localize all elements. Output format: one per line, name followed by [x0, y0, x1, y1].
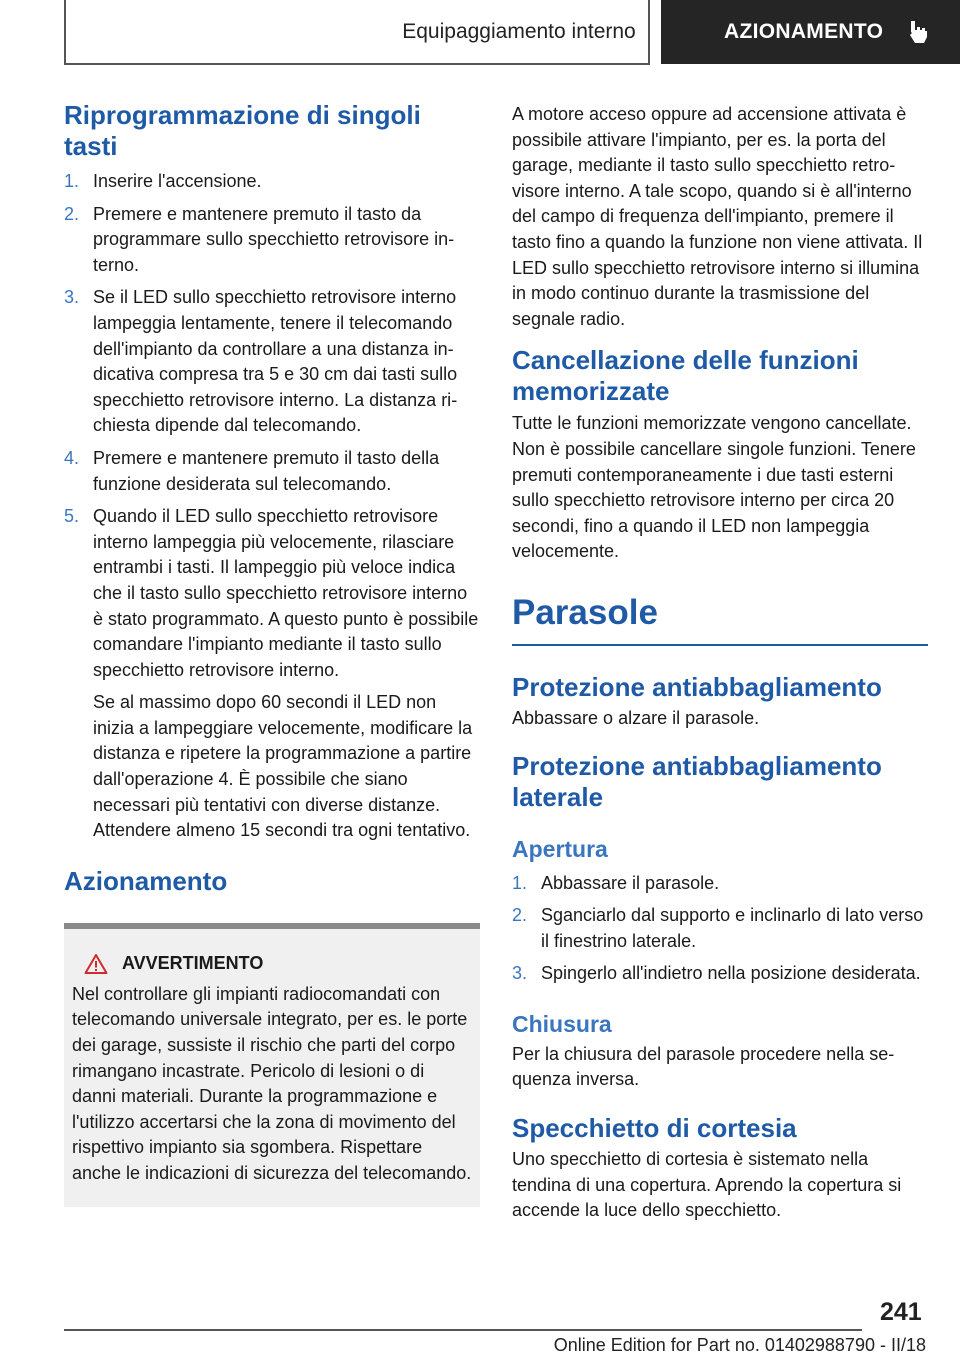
step-text: Spingerlo all'indietro nella posizione desiderata.	[541, 963, 921, 984]
list-item	[512, 903, 928, 954]
specchietto-text: Uno specchietto di cortesia è sistemato nella tendina di una copertura. Aprendo la copertura si accende la luce dello specchietto.	[512, 1149, 902, 1221]
step-number: 1.	[512, 872, 528, 893]
list-item	[64, 169, 480, 195]
step-text: Sganciarlo dal supporto e inclinarlo di lato verso il finestrino laterale.	[541, 905, 924, 951]
cancellazione-text: Tutte le funzioni memorizzate vengono cancellate. Non è possibile cancellare singole funzioni. Tenere premuti contemporaneamente i due tasti esterni sullo specchietto retrovisore interno per circa 20 secondi, fino a quando il LED non lampeggia velocemente.	[512, 413, 916, 562]
step-number: 3.	[64, 287, 80, 308]
footer-edition: Online Edition for Part no. 01402988790 - II/18	[553, 1335, 926, 1355]
header-section-title: Equipaggiamento interno	[402, 19, 636, 43]
header-chapter-tab	[661, 0, 960, 64]
step-number: 2.	[64, 203, 80, 224]
heading-chiusura: Chiusura	[512, 1010, 612, 1037]
warning-box	[64, 923, 480, 1207]
heading-apertura: Apertura	[512, 835, 608, 862]
parasole-rule	[512, 644, 928, 646]
hand-pointer-icon	[907, 19, 931, 45]
page-number: 241	[880, 1298, 922, 1326]
step-number: 2.	[512, 905, 528, 926]
warning-triangle-icon	[84, 953, 108, 975]
header-divider	[648, 0, 650, 64]
heading-specchietto: Specchietto di cortesia	[512, 1113, 797, 1144]
step-number: 5.	[64, 506, 80, 527]
step-text: Premere e mantenere premuto il tasto da programmare sullo specchietto retrovisore interno.	[93, 203, 455, 275]
right-column	[512, 100, 928, 1224]
intro-paragraph: A motore acceso oppure ad accensione attivata è possibile attivare l'impianto, per es. la porta del garage, mediante il tasto sullo specchietto retrovisore interno. A tale scopo, quando si è all'interno del campo di frequenza dell'impianto, premere il tasto fino a quando la funzione non viene attivata. Il LED sullo specchietto retrovisore interno si illumina in modo continuo durante la trasmissione del segnale radio.	[512, 104, 923, 329]
heading-protezione: Protezione antiabbagliamento	[512, 671, 882, 702]
step-text: Quando il LED sullo specchietto retrovisore interno lampeggia più velocemente, rilasciare entrambi i tasti. Il lampeggio più veloce indica che il tasto sullo specchietto retrovisore interno è stato programmato. A questo punto è possibile comandare l'impianto mediante il tasto sullo specchietto retrovisore interno.	[93, 506, 479, 680]
heading-azionamento: Azionamento	[64, 865, 228, 896]
step-text: Premere e mantenere premuto il tasto della funzione desiderata sul telecomando.	[93, 447, 440, 494]
step5-note: Se al massimo dopo 60 secondi il LED non inizia a lampeggiare velocemente, modificare la distanza e ripetere la programmazione a partire dall'operazione 4. È possibile che siano necessari più tentativi con diverse distanze. Attendere almeno 15 secondi tra ogni tentativo.	[93, 692, 473, 841]
warning-text: Nel controllare gli impianti radiocomandati con telecomando universale integrato, per es. le porte dei garage, sussiste il rischio che parti del corpo rimangano incastrate. Pericolo di lesioni o di danni materiali. Durante la programmazione e l'utilizzo accertarsi che la zona di movimento del rispettivo impianto sia sgombera. Rispettare anche le indicazioni di sicurezza del telecomando.	[72, 983, 472, 1183]
step-text: Abbassare il parasole.	[541, 872, 720, 893]
apertura-steps	[512, 871, 928, 987]
chiusura-text: Per la chiusura del parasole procedere nella sequenza inversa.	[512, 1043, 895, 1090]
header-left-rule	[64, 0, 66, 64]
footer-rule	[64, 1329, 862, 1331]
header-bottom-rule	[64, 63, 650, 65]
list-item	[64, 504, 480, 683]
left-column	[64, 100, 480, 1207]
list-item	[512, 961, 928, 987]
step-number: 3.	[512, 963, 528, 984]
step-number: 4.	[64, 447, 80, 468]
heading-riprogrammazione: Riprogrammazione di singoli tasti	[64, 100, 421, 161]
list-item	[64, 202, 480, 279]
warning-title-row	[72, 953, 472, 975]
step-number: 1.	[64, 171, 80, 191]
chapter-title: AZIONAMENTO	[724, 20, 884, 43]
list-item	[64, 446, 480, 497]
list-item	[512, 871, 928, 897]
heading-parasole: Parasole	[512, 592, 658, 632]
step-text: Inserire l'accensione.	[93, 171, 262, 191]
warning-title: AVVERTIMENTO	[122, 953, 264, 974]
protezione-text: Abbassare o alzare il parasole.	[512, 707, 760, 728]
heading-cancellazione: Cancellazione delle funzioni memorizzate	[512, 345, 859, 407]
heading-protezione-laterale: Protezione antiabbagliamento laterale	[512, 750, 882, 812]
riprogrammazione-steps	[64, 169, 480, 683]
step-text: Se il LED sullo specchietto retrovisore interno lampeggia lentamente, tenere il telecomando dell'impianto da controllare a una distanza indicativa compresa tra 5 e 30 cm dai tasti sullo specchietto retrovisore interno. La distanza richiesta dipende dal telecomando.	[93, 287, 458, 436]
list-item	[64, 285, 480, 439]
